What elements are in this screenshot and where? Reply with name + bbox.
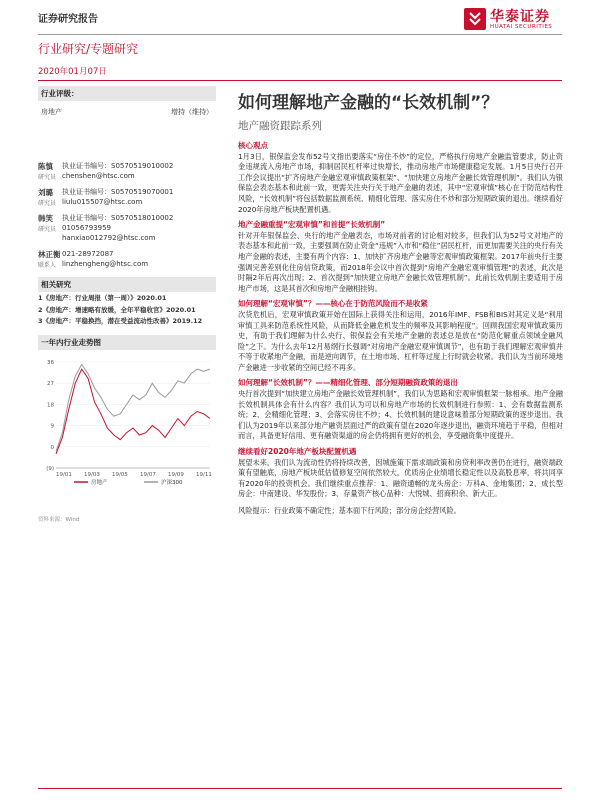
legend-label: 沪深300 xyxy=(161,479,183,486)
analyst-cert: 执业证书编号：S0570518010002 xyxy=(62,214,174,222)
analyst-email[interactable]: liulu015507@htsc.com xyxy=(62,198,143,206)
y-tick-label: (9) xyxy=(46,465,54,472)
logo-subtext: HUATAI SECURITIES xyxy=(490,24,553,30)
series-line xyxy=(56,364,210,451)
report-body xyxy=(238,141,563,517)
y-tick-label: 0 xyxy=(50,444,54,451)
x-tick-label: 19/03 xyxy=(84,471,100,478)
section-heading: 核心观点 xyxy=(238,141,268,150)
section-heading: 如何理解“长效机制”？——精细化管理、部分短期融资政策的退出 xyxy=(238,378,458,388)
rating-sector: 房地产 xyxy=(41,108,62,116)
x-tick-label: 19/07 xyxy=(140,471,156,478)
analyst-role: 研究员 xyxy=(38,226,57,233)
divider xyxy=(38,34,562,35)
y-tick-label: 27 xyxy=(47,380,54,387)
analyst-role: 研究员 xyxy=(38,174,57,181)
analyst-cert: 执业证书编号：S0570519070001 xyxy=(62,188,174,196)
y-tick-label: 36 xyxy=(47,359,54,366)
section-heading: 继续看好2020年地产板块配置机遇 xyxy=(238,447,357,457)
x-tick-label: 19/05 xyxy=(112,471,128,478)
analyst-name: 韩笑 xyxy=(38,214,53,223)
huatai-logo-icon xyxy=(464,8,486,30)
analyst-entry xyxy=(38,213,216,243)
y-tick-label: 18 xyxy=(47,401,54,408)
report-subtitle: 地产融资跟踪系列 xyxy=(238,120,322,132)
analyst-phone: 01056793959 xyxy=(62,224,111,232)
report-date: 2020年01月07日 xyxy=(38,67,107,77)
section-text: 针对开年银保监会、央行的地产金融表态，市场对前者的讨论相对较多，但我们认为52号文对地产的表态基本和此前一致，主要强调在防止资金“违规”入市和“稳住”居民杠杆，而更加需要关注的央行有关地产金融的表述，主要有两个内容：1、加快扩齐房地产金融等宏观审慎政策框架。2017年前央行主要强调完善差别化住房信贷政策，而2018年会议中首次提到“房地产金融宏观审慎管理”的表述，此次是时隔2年后再次出现；2、首次提到“加快建立房地产金融长效管理机制”。此前长效机制主要适用于房地产市场，这是其首次和房地产金融相挂钩。 xyxy=(238,230,563,293)
analyst-cert: 执业证书编号：S0570519010002 xyxy=(62,162,174,170)
industry-trend-chart xyxy=(38,356,216,491)
rating-value: 增持（维持） xyxy=(171,108,213,116)
sidebar xyxy=(38,86,216,493)
related-report-link[interactable]: 1《房地产：行业周报（第一周）》2020.01 xyxy=(38,294,167,302)
analyst-role: 联系人 xyxy=(38,262,57,269)
related-report-link[interactable]: 3《房地产：平稳换挡，潜在受益流动性改善》2019.12 xyxy=(38,317,203,325)
divider xyxy=(38,788,562,789)
section-heading: 地产金融重提“宏观审慎”和首提“长效机制” xyxy=(238,220,386,230)
legend-label: 房地产 xyxy=(91,479,108,486)
section-text: 展望未来，我们认为流动性仍将持续改善，因城施策下需求端政策和房贷利率改善仍在进行，融资端政策有望触底，房地产板块低估值修复空间依然较大，优质房企业绩增长稳定性以及高股息率，将共同享有2020年的投资机会。我们继续重点推荐：1、融资通畅的龙头房企：万科A、金地集团；2、成长型房企：中南建设、华发股份；3、存量资产核心品种：大悦城、招商积余、新大正。 xyxy=(238,457,563,499)
related-report-link[interactable]: 2《房地产：增速略有放缓，全年平稳收官》2020.01 xyxy=(38,305,196,314)
related-title: 相关研究 xyxy=(38,277,216,292)
analyst-email[interactable]: hanxiao012792@htsc.com xyxy=(62,234,156,242)
analyst-role: 研究员 xyxy=(38,200,57,207)
report-type: 证券研究报告 xyxy=(38,14,98,25)
analyst-name: 林正衡 xyxy=(38,250,61,259)
chart-source: 资料来源：Wind xyxy=(38,517,80,523)
section-text: 次贷危机后，宏观审慎政策开始在国际上获得关注和运用，2016年IMF、FSB和BIS对其定义是“利用审慎工具来防范系统性风险，从而降低金融危机发生的频率及其影响程度”。回顾我国宏观审慎政策历史，有助于我们理解为什么央行、银保监会有关地产金融的表述总是放在“防范化解重点领域金融风险”之下。为什么去年12月易纲行长强调“对房地产金融宏观审慎调节”，也有助于我们理解宏观审慎并不等于收紧地产金融，而是逆向调节，在土地市场、杠杆等过度上行时就会收紧。我们认为当前环境地产金融进一步收紧的空间已经不再多。 xyxy=(238,309,563,372)
x-tick-label: 19/01 xyxy=(56,471,72,478)
analyst-name: 刘璐 xyxy=(38,188,53,197)
rating-title: 行业评级： xyxy=(38,86,216,101)
report-title: 如何理解地产金融的“长效机制”？ xyxy=(238,93,499,113)
analyst-email[interactable]: chenshen@htsc.com xyxy=(62,172,135,180)
analyst-email[interactable]: linzhengheng@htsc.com xyxy=(62,260,149,268)
analyst-phone: 021-28972087 xyxy=(62,250,114,258)
section-heading: 如何理解“宏观审慎”？——核心在于防范风险而不是收紧 xyxy=(238,299,428,309)
report-category: 行业研究/专题研究 xyxy=(38,42,139,56)
y-tick-label: 9 xyxy=(50,423,54,430)
section-text: 央行首次提到“加快建立房地产金融长效管理机制”，我们认为思路和宏观审慎框架一脉相承。地产金融长效机制具体会有什么内容？我们认为可以和房地产市场的长效机制进行参照：1、会有数据监测系统；2、会精细化管理；3、会落实房住不炒；4、长效机制的建设意味着部分短期政策的逐步退出。我们认为2019年以来部分地产融资层面过严的政策有望在2020年逐步退出，融资环境趋于平稳，但相对而言，具备更好信用、更有融资渠道的房企仍将拥有更好的机会，享受融资集中度提升。 xyxy=(238,389,563,441)
analyst-name: 陈慎 xyxy=(38,162,53,171)
logo-text: 华泰证券 xyxy=(490,9,550,25)
series-line xyxy=(56,369,210,454)
analyst-entry xyxy=(38,161,216,181)
risk-warning: 风险提示：行业政策不确定性；基本面下行风险；部分房企经营风险。 xyxy=(238,506,461,515)
analyst-entry xyxy=(38,187,216,207)
divider xyxy=(38,80,562,81)
x-tick-label: 19/09 xyxy=(168,471,184,478)
analyst-entry xyxy=(38,249,216,269)
chart-title: 一年内行业走势图 xyxy=(38,335,216,350)
x-tick-label: 19/11 xyxy=(196,471,212,478)
section-text: 1月3日，银保监会发布52号文指出要落实“房住不炒”的定位，严格执行房地产金融监管要求，防止资金违规流入房地产市场，抑制居民杠杆率过快增长，推动房地产市场健康稳定发展。1月5日央行召开工作会议提出“扩齐房地产金融宏观审慎政策框架”、“加快建立房地产金融长效管理机制”。我们认为银保监会表态基本和此前一致，更需关注央行关于地产金融的表述，其中“宏观审慎”核心在于防范结构性风险，“长效机制”将包括数据监测系统、精细化管理、落实房住不炒和部分短期政策的退出。继续看好2020年房地产板块配置机遇。 xyxy=(238,151,563,214)
